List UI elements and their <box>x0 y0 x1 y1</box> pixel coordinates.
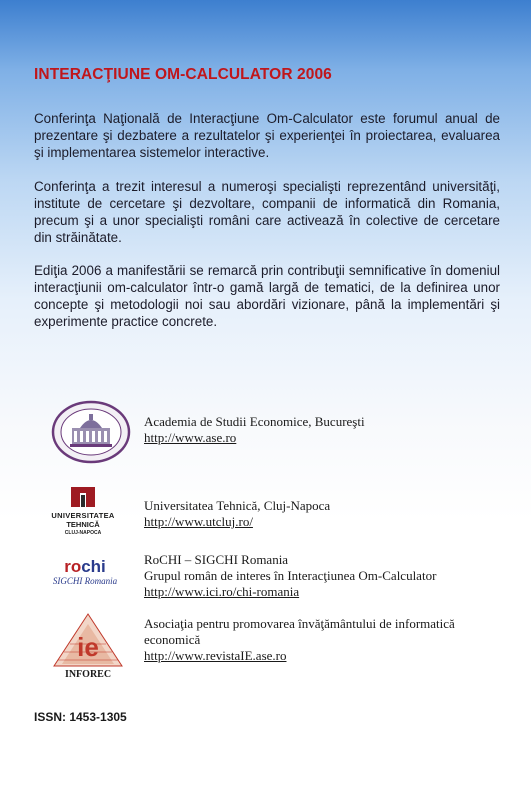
utcluj-logo <box>38 486 128 542</box>
inforec-logo-label: INFOREC <box>64 669 112 680</box>
rochi-logo <box>40 558 130 602</box>
rochi-logo-ro: ro <box>64 557 82 576</box>
sponsor-link[interactable]: http://www.ase.ro <box>144 430 237 445</box>
paragraph-edition: Ediţia 2006 a manifestării se remarcă prin contribuţii semnificative în domeniul interacţiunii om-calculator într-o gamă largă de tematici, de la definirea unor concepte şi metodologii noi sau abordări vizionare, până la implementări şi experimente practice concrete. <box>34 263 500 329</box>
paragraph-interest: Conferinţa a trezit interesul a numeroşi specialişti reprezentând universităţi, institute de cercetare şi dezvoltare, companii de informatică din Romania, precum şi a unor specialişti români care activează în colective de cercetare din străinătate. <box>34 179 500 245</box>
sponsor-link[interactable]: http://www.revistaIE.ase.ro <box>144 648 287 663</box>
inforec-logo <box>48 612 128 680</box>
rochi-logo-chi: chi <box>81 557 106 576</box>
sponsor-link[interactable]: http://www.utcluj.ro/ <box>144 514 253 529</box>
utcluj-logo-line3: CLUJ-NAPOCA <box>64 530 102 536</box>
sponsor-name: Academia de Studii Economice, Bucureşti <box>144 414 365 429</box>
utcluj-logo-line1: UNIVERSITATEA <box>51 511 115 520</box>
sponsor-inforec <box>0 612 531 684</box>
sponsor-rochi <box>0 552 531 608</box>
inforec-logo-ie: ie <box>77 632 99 662</box>
sponsor-subtitle: Grupul român de interes în Interacţiunea Om-Calculator <box>144 568 437 583</box>
sponsor-link[interactable]: http://www.ici.ro/chi-romania <box>144 584 300 599</box>
paragraph-intro: Conferinţa Naţională de Interacţiune Om-Calculator este forumul anual de prezentare şi dezbatere a rezultatelor şi experienţei în proiectarea, evaluarea şi implementarea sistemelor interactive. <box>34 111 500 160</box>
rochi-logo-sigchi: SIGCHI Romania <box>52 576 118 586</box>
cover-title: INTERACŢIUNE OM-CALCULATOR 2006 <box>34 66 332 83</box>
ase-seal-logo <box>50 400 132 464</box>
sponsor-name: Universitatea Tehnică, Cluj-Napoca <box>144 498 331 513</box>
sponsor-name: Asociaţia pentru promovarea învăţământului de informatică economică <box>144 616 455 647</box>
issn: ISSN: 1453-1305 <box>34 710 127 724</box>
sponsor-utcluj <box>0 486 531 548</box>
utcluj-logo-line2: TEHNICĂ <box>66 520 100 529</box>
sponsor-name: RoCHI – SIGCHI Romania <box>144 552 289 567</box>
sponsor-ase <box>0 400 531 470</box>
